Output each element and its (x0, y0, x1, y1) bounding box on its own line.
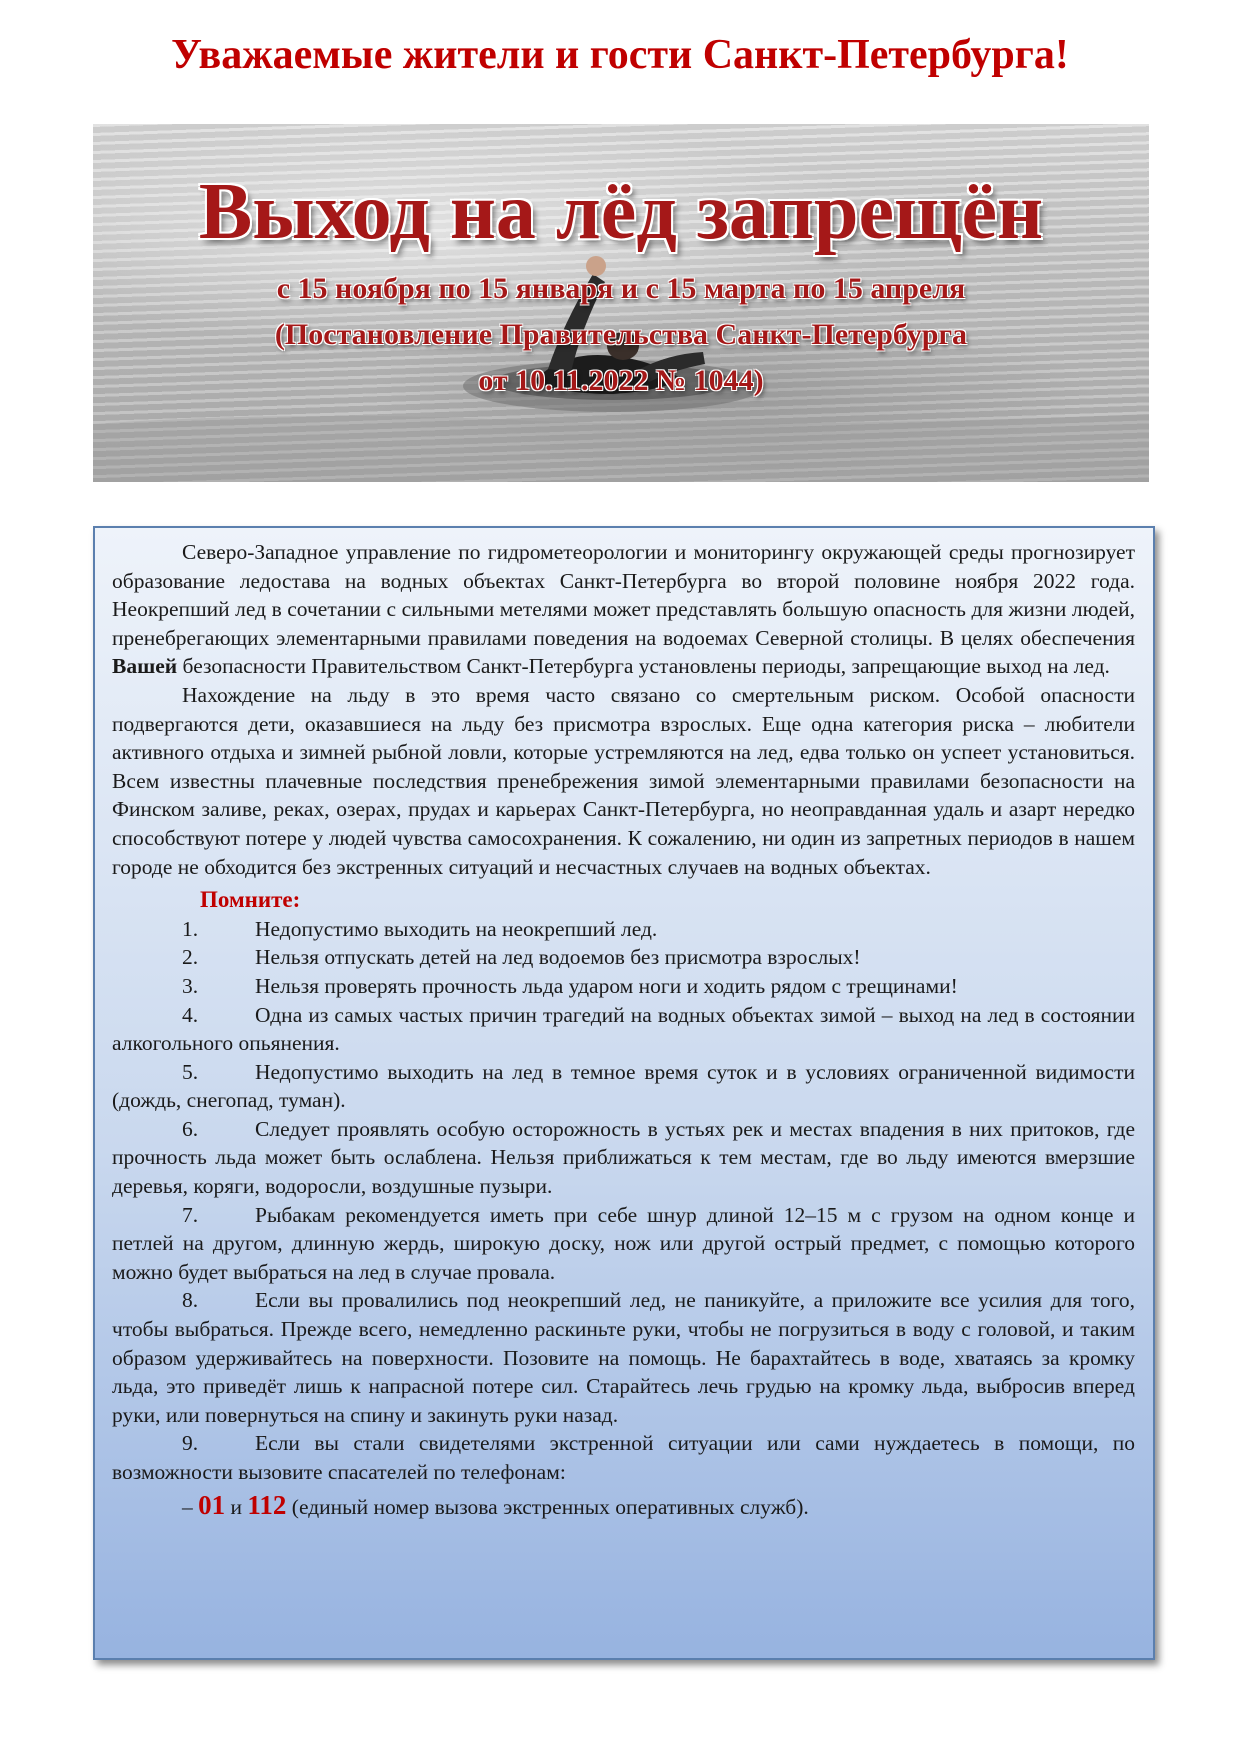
remember-heading: Помните: (200, 887, 301, 913)
emergency-phones-line (112, 1491, 1135, 1522)
rule-text: Недопустимо выходить на неокрепший лед. (255, 916, 658, 941)
banner-dates: с 15 ноября по 15 января и с 15 марта по 15 апреля (276, 272, 966, 305)
rule-text: Если вы стали свидетелями экстренной ситуации или сами нуждаетесь в помощи, по возможности вызовите спасателей по телефонам: (112, 1431, 1135, 1484)
rule-number: 4. (182, 1002, 199, 1027)
rule-item (112, 972, 1135, 1001)
phone-number-01: 01 (198, 1489, 226, 1520)
rule-text: Рыбакам рекомендуется иметь при себе шнур длиной 12–15 м с грузом на одном конце и петлей на другом, длинную жердь, широкую доску, нож или другой острый предмет, с помощью которого можно будет выбраться на лед в случае провала. (112, 1202, 1135, 1284)
rule-item (112, 915, 1135, 944)
rule-number: 6. (182, 1116, 199, 1141)
rule-number: 1. (182, 916, 199, 941)
risk-paragraph: Нахождение на льду в это время часто связано со смертельным риском. Особой опасности подвергаются дети, оказавшиеся на льду без присмотра взрослых. Еще одна категория риска – любители активного отдыха и зимней рыбной ловли, которые устремляются на лед, едва только он успеет установиться. Всем известны плачевные последствия пренебрежения зимой элементарными правилами безопасности на Финском заливе, реках, озерах, прудах и карьерах Санкт-Петербурга, но неоправданная удаль и азарт нередко способствуют потере у людей чувства самосохранения. К сожалению, ни один из запретных периодов в нашем городе не обходится без экстренных ситуаций и несчастных случаев на водных объектах. (112, 682, 1135, 879)
banner-decree-number: от 10.11.2022 № 1044) (478, 364, 764, 397)
banner-heading: Выход на лёд запрещён (198, 168, 1044, 256)
rule-number: 5. (182, 1059, 199, 1084)
page-title: Уважаемые жители и гости Санкт-Петербурга! (171, 32, 1069, 78)
rule-item (112, 1201, 1135, 1287)
rule-item (112, 1001, 1135, 1058)
intro-text: Северо-Западное управление по гидрометеорологии и мониторингу окружающей среды прогнозирует образование ледостава на водных объектах Санкт-Петербурга во второй половине ноября 2022 года. Неокрепший лед в сочетании с сильными метелями может представлять большую опасность для жизни людей, пренебрегающих элементарными правилами поведения на водоемах Северной столицы. В целях обеспечения (112, 540, 1135, 650)
rule-item (112, 1429, 1135, 1486)
phones-dash: – (182, 1494, 193, 1519)
rule-item (112, 1115, 1135, 1201)
phone-number-112: 112 (247, 1489, 287, 1520)
rule-text: Одна из самых частых причин трагедий на водных объектах зимой – выход на лед в состоянии алкогольного опьянения. (112, 1002, 1135, 1056)
rule-text: Если вы провалились под неокрепший лед, не паникуйте, а приложите все усилия для того, чтобы выбраться. Прежде всего, немедленно раскиньте руки, чтобы не погрузиться в воду с головой, и таким образом удерживайтесь на поверхности. Позовите на помощь. Не барахтайтесь в воде, хватаясь за кромку льда, это приведёт лишь к напрасной потере сил. Старайтесь лечь грудью на кромку льда, выбросив вперед руки, или повернуться на спину и закинуть руки назад. (112, 1288, 1135, 1427)
rule-number: 9. (182, 1431, 199, 1456)
rule-item (112, 1286, 1135, 1429)
rule-number: 7. (182, 1202, 199, 1227)
rule-number: 2. (182, 945, 199, 970)
rule-text: Нельзя отпускать детей на лед водоемов без присмотра взрослых! (255, 945, 861, 970)
intro-text-end: безопасности Правительством Санкт-Петербурга установлены периоды, запрещающие выход на лед. (177, 654, 1110, 679)
phones-note: (единый номер вызова экстренных оперативных служб). (291, 1494, 809, 1519)
rule-text: Следует проявлять особую осторожность в устьях рек и местах впадения в них притоков, где прочность льда может быть ослаблена. Нельзя приближаться к тем местам, где во льду имеются вмерзшие деревья, коряги, водоросли, воздушные пузыри. (112, 1116, 1135, 1199)
rule-text: Нельзя проверять прочность льда ударом ноги и ходить рядом с трещинами! (255, 973, 958, 998)
rule-number: 8. (182, 1288, 199, 1313)
rule-item (112, 943, 1135, 972)
banner-decree: (Постановление Правительства Санкт-Петербурга (274, 318, 968, 351)
rule-text: Недопустимо выходить на лед в темное время суток и в условиях ограниченной видимости (дождь, снегопад, туман). (112, 1059, 1135, 1113)
intro-paragraph (112, 538, 1135, 681)
phones-and: и (230, 1494, 243, 1519)
rule-item (112, 1058, 1135, 1115)
safety-notice-panel (93, 526, 1155, 1660)
rule-number: 3. (182, 973, 199, 998)
ice-warning-banner (93, 124, 1149, 482)
intro-emphasis: Вашей (112, 654, 178, 679)
